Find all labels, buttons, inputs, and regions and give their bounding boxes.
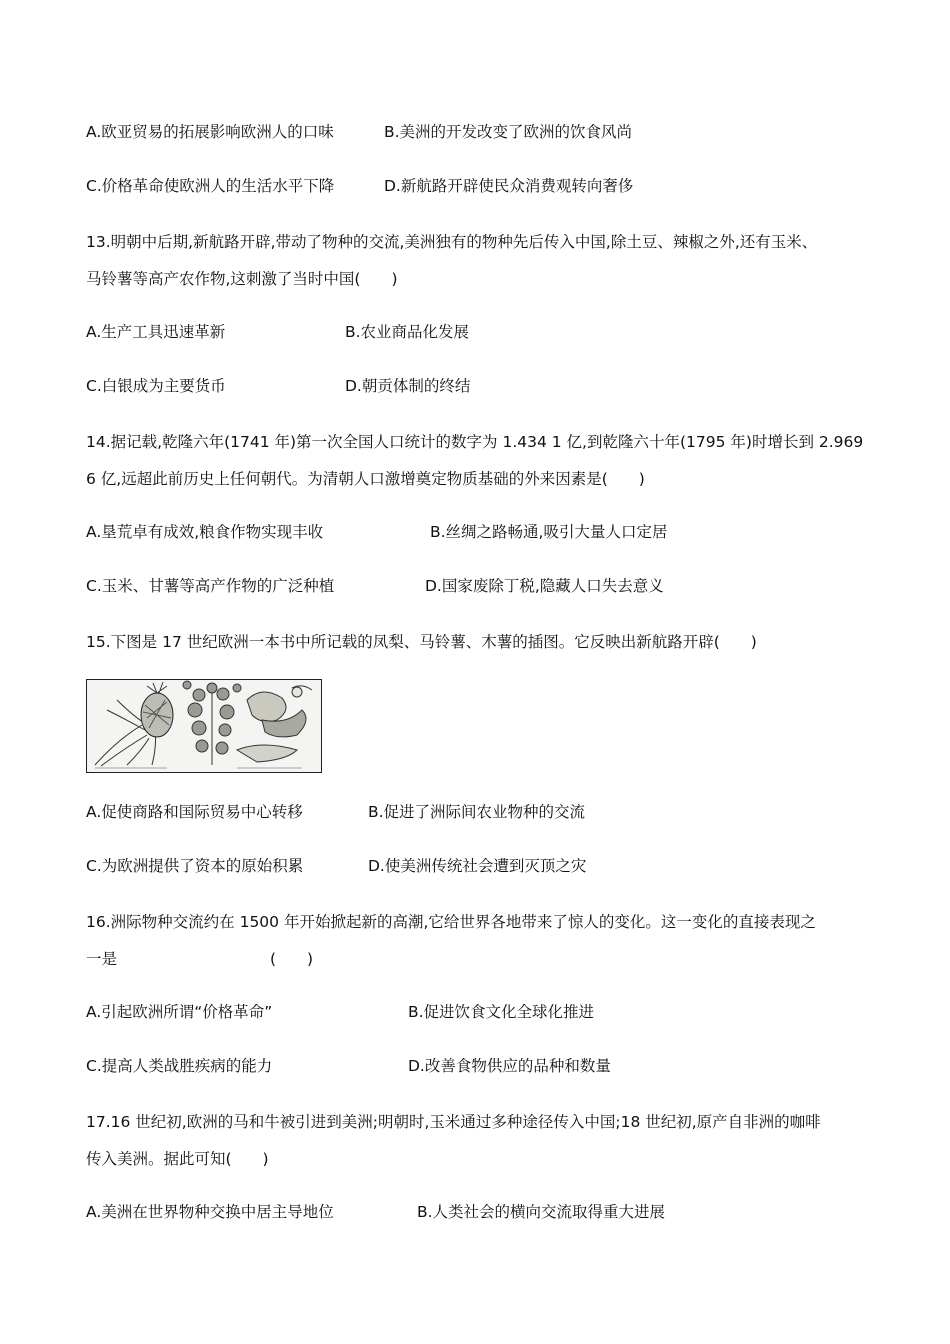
q14-option-b: B.丝绸之路畅通,吸引大量人口定居 <box>430 523 668 541</box>
q14-stem-line-2: 6 亿,远超此前历史上任何朝代。为清朝人口激增奠定物质基础的外来因素是( ) <box>86 470 645 488</box>
q14-option-c: C.玉米、甘薯等高产作物的广泛种植 <box>86 577 335 595</box>
q15-option-b: B.促进了洲际间农业物种的交流 <box>368 803 586 821</box>
q15-option-c: C.为欧洲提供了资本的原始积累 <box>86 857 304 875</box>
pineapple-potato-cassava-engraving <box>87 680 321 772</box>
q15-option-d: D.使美洲传统社会遭到灭顶之灾 <box>368 857 587 875</box>
q13-stem-line-2: 马铃薯等高产农作物,这刺激了当时中国( ) <box>86 270 398 288</box>
q16-stem-line-1: 16.洲际物种交流约在 1500 年开始掀起新的高潮,它给世界各地带来了惊人的变化。这一变化的直接表现之 <box>86 913 816 931</box>
q16-option-d: D.改善食物供应的品种和数量 <box>408 1057 611 1075</box>
q12-option-a: A.欧亚贸易的拓展影响欧洲人的口味 <box>86 123 334 141</box>
q13-option-c: C.白银成为主要货币 <box>86 377 226 395</box>
crop-illustration <box>86 679 322 773</box>
q12-option-c: C.价格革命使欧洲人的生活水平下降 <box>86 177 335 195</box>
q17-option-b: B.人类社会的横向交流取得重大进展 <box>417 1203 666 1221</box>
q13-option-d: D.朝贡体制的终结 <box>345 377 471 395</box>
q17-stem-line-1: 17.16 世纪初,欧洲的马和牛被引进到美洲;明朝时,玉米通过多种途径传入中国;18 世纪初,原产自非洲的咖啡 <box>86 1113 821 1131</box>
q14-option-a: A.垦荒卓有成效,粮食作物实现丰收 <box>86 523 324 541</box>
q12-option-d: D.新航路开辟使民众消费观转向奢侈 <box>384 177 634 195</box>
q17-stem-line-2: 传入美洲。据此可知( ) <box>86 1150 269 1168</box>
q17-option-a: A.美洲在世界物种交换中居主导地位 <box>86 1203 334 1221</box>
q16-option-a: A.引起欧洲所谓“价格革命” <box>86 1003 273 1021</box>
q13-option-b: B.农业商品化发展 <box>345 323 470 341</box>
q15-stem-line-1: 15.下图是 17 世纪欧洲一本书中所记载的凤梨、马铃薯、木薯的插图。它反映出新航路开辟( ) <box>86 633 757 651</box>
q12-option-b: B.美洲的开发改变了欧洲的饮食风尚 <box>384 123 633 141</box>
q14-option-d: D.国家废除丁税,隐藏人口失去意义 <box>425 577 664 595</box>
q16-option-c: C.提高人类战胜疾病的能力 <box>86 1057 273 1075</box>
q16-answer-blank: ( ) <box>270 950 314 968</box>
q13-option-a: A.生产工具迅速革新 <box>86 323 226 341</box>
q16-option-b: B.促进饮食文化全球化推进 <box>408 1003 595 1021</box>
q15-option-a: A.促使商路和国际贸易中心转移 <box>86 803 303 821</box>
q16-stem-line-2: 一是 <box>86 950 118 968</box>
q14-stem-line-1: 14.据记载,乾隆六年(1741 年)第一次全国人口统计的数字为 1.434 1 亿,到乾隆六十年(1795 年)时增长到 2.969 <box>86 433 864 451</box>
q13-stem-line-1: 13.明朝中后期,新航路开辟,带动了物种的交流,美洲独有的物种先后传入中国,除土豆、辣椒之外,还有玉米、 <box>86 233 818 251</box>
